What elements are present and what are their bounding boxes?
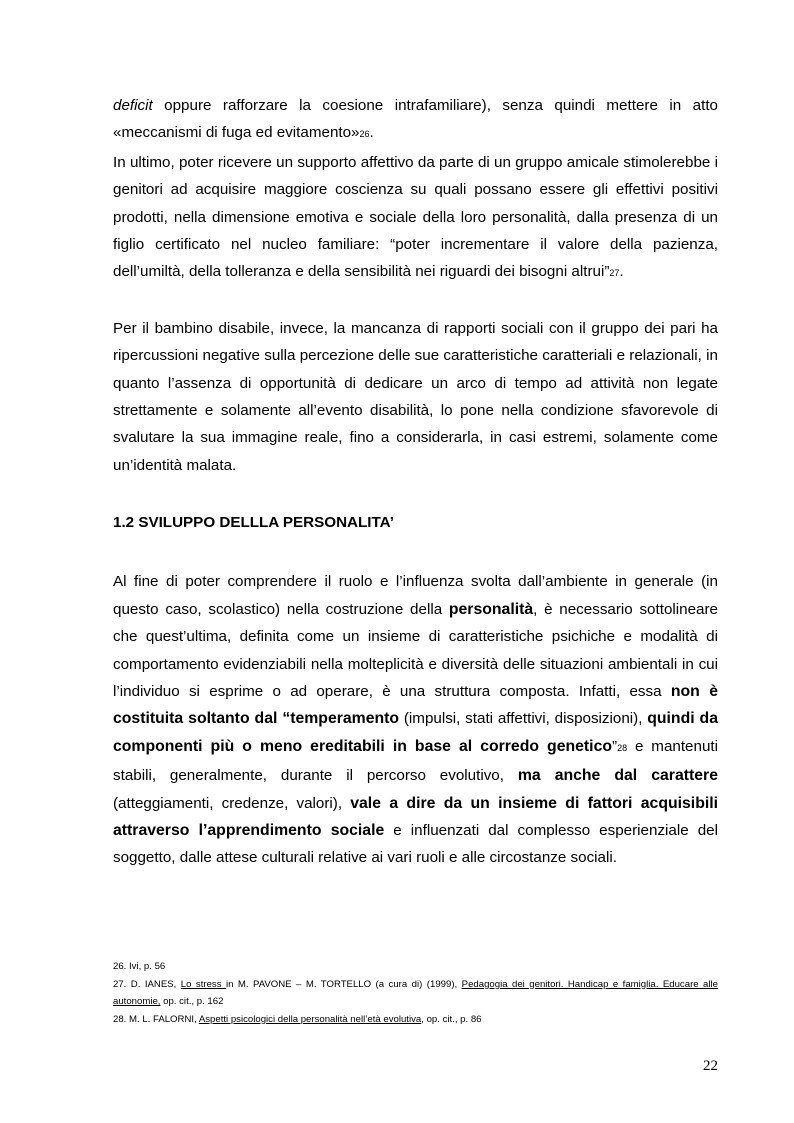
paragraph-2 bbox=[113, 149, 718, 288]
footnote-28 bbox=[113, 1011, 718, 1029]
fn27-editors: in M. PAVONE – M. TORTELLO (a cura di) (1999), bbox=[225, 978, 462, 990]
para2-end: . bbox=[619, 263, 624, 281]
fn28-author: 28. M. L. FALORNI, bbox=[113, 1013, 199, 1025]
para1-end: . bbox=[369, 124, 374, 142]
para4-t3: (impulsi, stati affettivi, disposizioni), bbox=[399, 710, 648, 728]
fn27-title: Lo stress bbox=[180, 978, 226, 990]
para4-bold-genetico: quindi da componenti più o meno ereditabili in base al corredo genetico bbox=[113, 710, 718, 755]
para4-bold-personalita: personalità bbox=[448, 600, 534, 618]
footnote-ref-26[interactable]: 26 bbox=[359, 129, 370, 140]
footnote-26: 26. Ivi, p. 56 bbox=[113, 961, 166, 972]
para3-text-b: in quanto l’assenza di opportunità di dedicare un arco di tempo ad attività non legate strettamente e solamente all’evento disabilità, bbox=[113, 347, 718, 420]
paragraph-1 bbox=[113, 92, 718, 149]
italic-term: deficit bbox=[113, 97, 153, 114]
footnotes bbox=[113, 958, 718, 1028]
para2-text-a: In ultimo, poter ricevere un supporto affettivo da parte di un gruppo amicale stimolerebbe i genitori ad acquisire maggiore coscienza su quali possano essere gli effettivi positivi prodotti, nella dimensione emotiva e sociale della loro personalità, bbox=[113, 153, 718, 226]
para4-t7: e influenzati dal complesso esperienziale del soggetto, dalle attese culturali relative ai vari ruoli e alle circostanze sociali. bbox=[113, 821, 718, 867]
paragraph-4 bbox=[113, 568, 718, 871]
para4-t5: e mantenuti stabili, generalmente, durante il percorso evolutivo, bbox=[113, 737, 718, 785]
para4-t1: Al fine di poter comprendere il ruolo e l’influenza svolta dall’ambiente in generale (in questo caso, scolastico) nella costruzione della bbox=[113, 573, 718, 618]
page-number: 22 bbox=[703, 1058, 718, 1074]
page-body bbox=[113, 92, 718, 872]
footnote-ref-27[interactable]: 27 bbox=[609, 268, 620, 279]
footnote-ref-28[interactable]: 28 bbox=[617, 742, 628, 753]
para4-bold-temperamento: non è costituita soltanto dal “temperamento bbox=[113, 682, 718, 728]
para2-text-b: dalla presenza di un figlio certificato nel nucleo familiare: “poter incrementare il valore della pazienza, dell’umiltà, della tolleranza e della sensibilità nei riguardi dei bisogni altrui” bbox=[113, 208, 718, 281]
para3-text-c: lo pone nella condizione sfavorevole di svalutare la sua immagine reale, fino a considerarla, in casi estremi, solamente come un’identità malata. bbox=[113, 402, 718, 474]
para1-text: oppure rafforzare la coesione intrafamiliare), senza quindi mettere in atto «meccanismi di fuga ed evitamento» bbox=[113, 97, 718, 142]
fn28-ref: , op. cit., p. 86 bbox=[421, 1013, 482, 1025]
fn27-ref: op. cit., p. 162 bbox=[160, 996, 224, 1007]
section-heading: 1.2 SVILUPPO DELLLA PERSONALITA’ bbox=[113, 514, 395, 532]
para4-bold-carattere: ma anche dal carattere bbox=[517, 767, 718, 785]
para3-text-a: Per il bambino disabile, invece, la mancanza di rapporti sociali con il gruppo dei pari ha ripercussioni negative sulla percezione delle sue caratteristiche caratteriali e relazionali, bbox=[113, 319, 718, 365]
footnote-27 bbox=[113, 976, 718, 1011]
paragraph-3 bbox=[113, 315, 718, 479]
fn27-book: Pedagogia dei genitori. Handicap e famiglia. Educare alle autonomie, bbox=[113, 978, 718, 1007]
fn27-author: 27. D. IANES, bbox=[113, 978, 181, 990]
para4-t4: ” bbox=[612, 737, 618, 755]
para4-t6: (atteggiamenti, credenze, valori), bbox=[113, 794, 351, 812]
fn28-title: Aspetti psicologici della personalità nell’età evolutiva bbox=[198, 1013, 422, 1025]
para4-bold-fattori: vale a dire da un insieme di fattori acquisibili attraverso l’apprendimento sociale bbox=[113, 794, 719, 839]
para4-t2: , è necessario sottolineare che quest’ultima, definita come un insieme di caratteristiche psichiche e modalità di comportamento evidenziabili nella molteplicità e diversità delle situazioni ambientali in cui l’individuo si esprime o ad operare, è una struttura composta. Infatti, essa bbox=[113, 600, 718, 700]
